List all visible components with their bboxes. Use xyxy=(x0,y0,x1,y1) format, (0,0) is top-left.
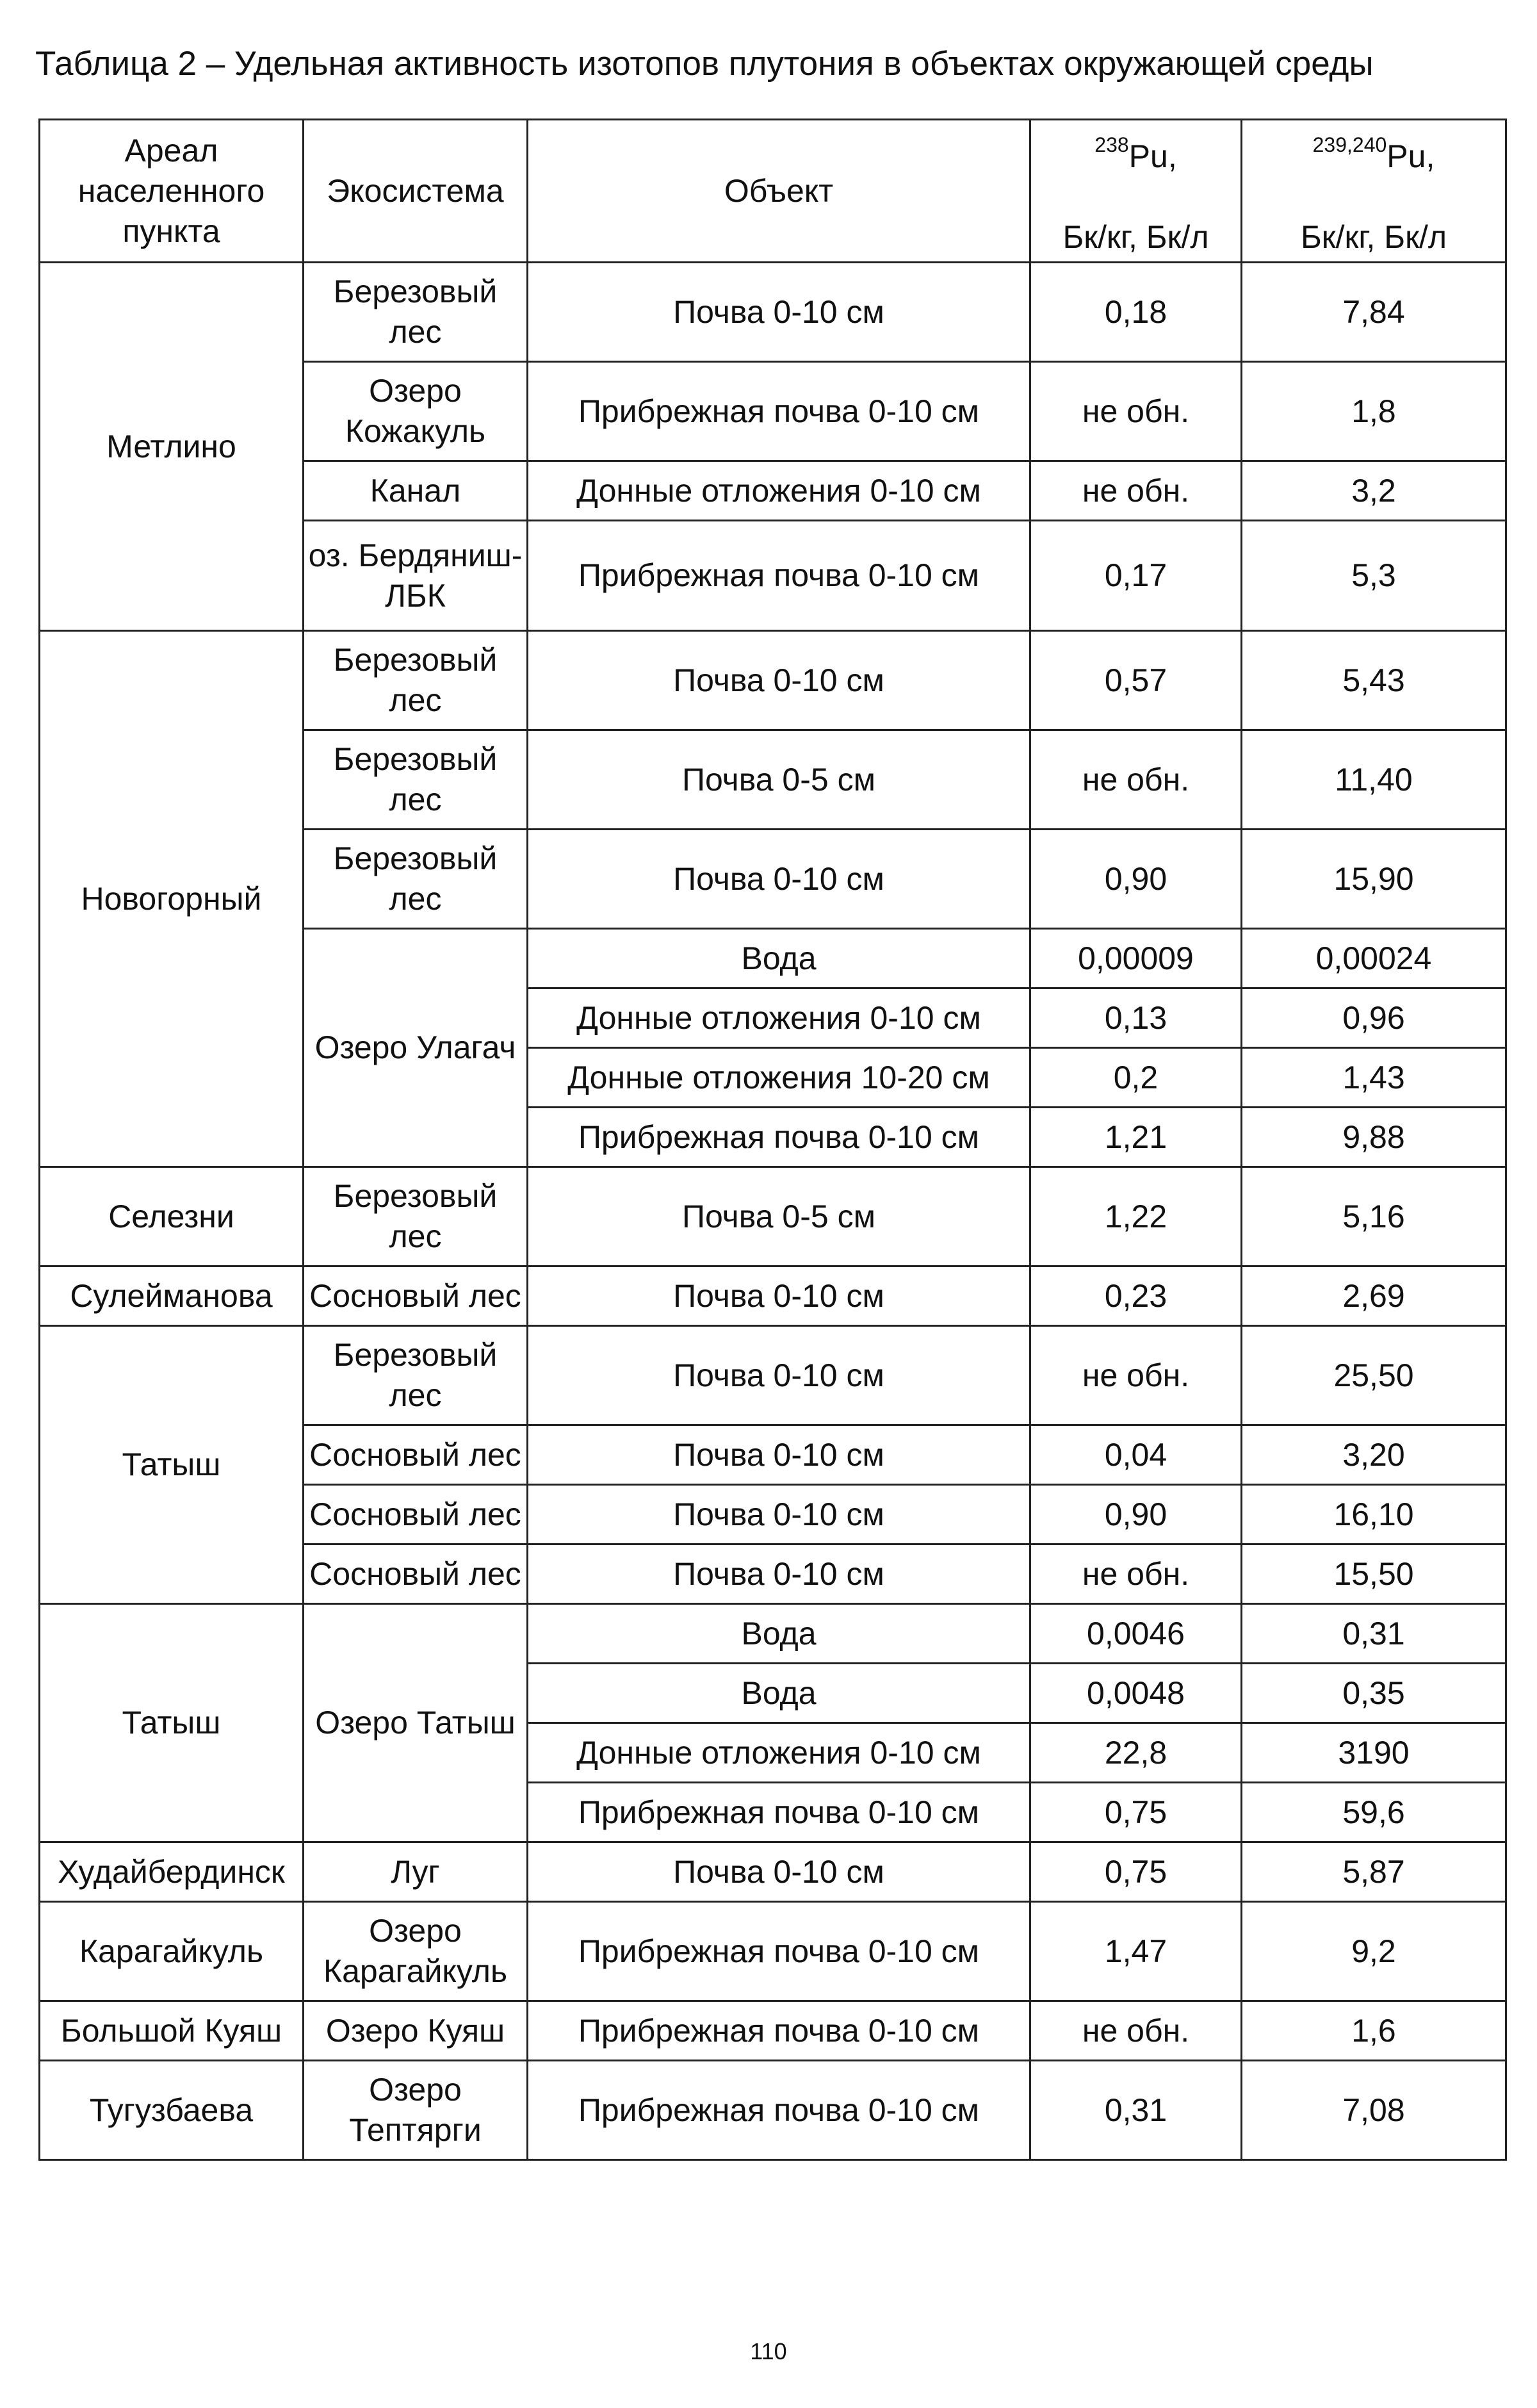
object-cell: Вода xyxy=(528,929,1030,988)
table-row xyxy=(40,1326,1506,1425)
pu238-cell: не обн. xyxy=(1030,2001,1242,2061)
ecosystem-cell: Озеро Кожакуль xyxy=(304,362,528,461)
object-cell: Донные отложения 0-10 см xyxy=(528,988,1030,1048)
pu239-cell: 25,50 xyxy=(1242,1326,1506,1425)
pu239-cell: 1,43 xyxy=(1242,1048,1506,1108)
object-cell: Прибрежная почва 0-10 см xyxy=(528,1108,1030,1167)
object-cell: Донные отложения 10-20 см xyxy=(528,1048,1030,1108)
pu238-cell: 0,04 xyxy=(1030,1425,1242,1485)
area-cell: Карагайкуль xyxy=(40,1902,304,2001)
ecosystem-cell: Березовый лес xyxy=(304,263,528,362)
ecosystem-cell: Канал xyxy=(304,461,528,521)
pu239-cell: 5,43 xyxy=(1242,631,1506,730)
table-row xyxy=(40,1902,1506,2001)
pu238-cell: 22,8 xyxy=(1030,1723,1242,1783)
pu239-cell: 15,90 xyxy=(1242,830,1506,929)
pu239-cell: 5,87 xyxy=(1242,1842,1506,1902)
pu239-cell: 3,20 xyxy=(1242,1425,1506,1485)
table-row xyxy=(40,1604,1506,1664)
object-cell: Вода xyxy=(528,1664,1030,1723)
pu238-cell: 0,90 xyxy=(1030,1485,1242,1544)
pu239-cell: 15,50 xyxy=(1242,1544,1506,1604)
ecosystem-cell: Озеро Карагайкуль xyxy=(304,1902,528,2001)
pu238-unit: Бк/кг, Бк/л xyxy=(1062,218,1209,255)
area-cell: Новогорный xyxy=(40,631,304,1167)
pu238-cell: 1,21 xyxy=(1030,1108,1242,1167)
table-row xyxy=(40,2061,1506,2160)
pu238-cell: 1,47 xyxy=(1030,1902,1242,2001)
pu238-cell: 0,13 xyxy=(1030,988,1242,1048)
ecosystem-cell: Березовый лес xyxy=(304,830,528,929)
area-cell: Селезни xyxy=(40,1167,304,1266)
table-caption: Таблица 2 – Удельная активность изотопов плутония в объектах окружающей среды xyxy=(35,45,1374,83)
ecosystem-cell: Березовый лес xyxy=(304,730,528,830)
object-cell: Почва 0-5 см xyxy=(528,730,1030,830)
pu239-cell: 16,10 xyxy=(1242,1485,1506,1544)
ecosystem-cell: Березовый лес xyxy=(304,1167,528,1266)
table-row xyxy=(40,1842,1506,1902)
object-cell: Почва 0-10 см xyxy=(528,1544,1030,1604)
pu239-cell: 1,6 xyxy=(1242,2001,1506,2061)
header-pu239 xyxy=(1242,120,1506,263)
header-area: Ареал населенного пункта xyxy=(40,120,304,263)
area-cell: Татыш xyxy=(40,1326,304,1604)
pu238-mass-number: 238 xyxy=(1094,133,1129,156)
table-row xyxy=(40,2001,1506,2061)
object-cell: Прибрежная почва 0-10 см xyxy=(528,362,1030,461)
area-cell: Метлино xyxy=(40,263,304,631)
pu238-cell: 0,00009 xyxy=(1030,929,1242,988)
header-pu238 xyxy=(1030,120,1242,263)
pu239-unit: Бк/кг, Бк/л xyxy=(1300,218,1447,255)
pu238-cell: 1,22 xyxy=(1030,1167,1242,1266)
object-cell: Почва 0-5 см xyxy=(528,1167,1030,1266)
ecosystem-cell: Озеро Тептярги xyxy=(304,2061,528,2160)
pu239-cell: 9,88 xyxy=(1242,1108,1506,1167)
pu239-cell: 5,16 xyxy=(1242,1167,1506,1266)
pu238-cell: 0,31 xyxy=(1030,2061,1242,2160)
pu239-cell: 59,6 xyxy=(1242,1783,1506,1842)
object-cell: Прибрежная почва 0-10 см xyxy=(528,2061,1030,2160)
pu239-cell: 11,40 xyxy=(1242,730,1506,830)
pu238-cell: 0,17 xyxy=(1030,521,1242,631)
pu238-cell: 0,90 xyxy=(1030,830,1242,929)
pu239-cell: 3,2 xyxy=(1242,461,1506,521)
pu239-cell: 7,08 xyxy=(1242,2061,1506,2160)
ecosystem-cell: Березовый лес xyxy=(304,1326,528,1425)
table-row xyxy=(40,1167,1506,1266)
area-cell: Татыш xyxy=(40,1604,304,1842)
header-object: Объект xyxy=(528,120,1030,263)
table-row xyxy=(40,631,1506,730)
pu238-cell: не обн. xyxy=(1030,461,1242,521)
object-cell: Почва 0-10 см xyxy=(528,1266,1030,1326)
pu239-cell: 7,84 xyxy=(1242,263,1506,362)
object-cell: Прибрежная почва 0-10 см xyxy=(528,1902,1030,2001)
object-cell: Почва 0-10 см xyxy=(528,263,1030,362)
table-row xyxy=(40,1266,1506,1326)
pu239-cell: 3190 xyxy=(1242,1723,1506,1783)
ecosystem-cell: Березовый лес xyxy=(304,631,528,730)
object-cell: Почва 0-10 см xyxy=(528,830,1030,929)
ecosystem-cell: оз. Бердяниш-ЛБК xyxy=(304,521,528,631)
header-ecosystem: Экосистема xyxy=(304,120,528,263)
pu239-cell: 0,31 xyxy=(1242,1604,1506,1664)
pu238-cell: 0,0048 xyxy=(1030,1664,1242,1723)
area-cell: Сулейманова xyxy=(40,1266,304,1326)
pu238-cell: 0,57 xyxy=(1030,631,1242,730)
ecosystem-cell: Сосновый лес xyxy=(304,1544,528,1604)
object-cell: Донные отложения 0-10 см xyxy=(528,1723,1030,1783)
pu239-cell: 5,3 xyxy=(1242,521,1506,631)
ecosystem-cell: Сосновый лес xyxy=(304,1425,528,1485)
pu238-cell: 0,0046 xyxy=(1030,1604,1242,1664)
pu239-cell: 1,8 xyxy=(1242,362,1506,461)
object-cell: Прибрежная почва 0-10 см xyxy=(528,521,1030,631)
pu238-cell: не обн. xyxy=(1030,1326,1242,1425)
object-cell: Почва 0-10 см xyxy=(528,1425,1030,1485)
plutonium-activity-table xyxy=(38,119,1507,2161)
object-cell: Прибрежная почва 0-10 см xyxy=(528,1783,1030,1842)
pu238-cell: не обн. xyxy=(1030,730,1242,830)
pu239-cell: 0,00024 xyxy=(1242,929,1506,988)
pu238-symbol: Pu, xyxy=(1128,138,1177,174)
area-cell: Большой Куяш xyxy=(40,2001,304,2061)
object-cell: Прибрежная почва 0-10 см xyxy=(528,2001,1030,2061)
object-cell: Почва 0-10 см xyxy=(528,1842,1030,1902)
table-row xyxy=(40,263,1506,362)
object-cell: Донные отложения 0-10 см xyxy=(528,461,1030,521)
pu238-cell: не обн. xyxy=(1030,1544,1242,1604)
object-cell: Вода xyxy=(528,1604,1030,1664)
pu238-cell: 0,75 xyxy=(1030,1842,1242,1902)
pu239-symbol: Pu, xyxy=(1387,138,1435,174)
pu239-cell: 0,35 xyxy=(1242,1664,1506,1723)
area-cell: Тугузбаева xyxy=(40,2061,304,2160)
page-number: 110 xyxy=(750,2338,787,2364)
pu238-cell: 0,2 xyxy=(1030,1048,1242,1108)
header-row xyxy=(40,120,1506,263)
ecosystem-cell: Озеро Татыш xyxy=(304,1604,528,1842)
pu239-mass-number: 239,240 xyxy=(1312,133,1387,156)
pu238-cell: не обн. xyxy=(1030,362,1242,461)
pu239-cell: 0,96 xyxy=(1242,988,1506,1048)
object-cell: Почва 0-10 см xyxy=(528,1326,1030,1425)
object-cell: Почва 0-10 см xyxy=(528,631,1030,730)
ecosystem-cell: Сосновый лес xyxy=(304,1485,528,1544)
pu239-cell: 9,2 xyxy=(1242,1902,1506,2001)
ecosystem-cell: Луг xyxy=(304,1842,528,1902)
ecosystem-cell: Сосновый лес xyxy=(304,1266,528,1326)
ecosystem-cell: Озеро Улагач xyxy=(304,929,528,1167)
pu238-cell: 0,23 xyxy=(1030,1266,1242,1326)
ecosystem-cell: Озеро Куяш xyxy=(304,2001,528,2061)
pu238-cell: 0,18 xyxy=(1030,263,1242,362)
pu239-cell: 2,69 xyxy=(1242,1266,1506,1326)
area-cell: Худайбердинск xyxy=(40,1842,304,1902)
pu238-cell: 0,75 xyxy=(1030,1783,1242,1842)
object-cell: Почва 0-10 см xyxy=(528,1485,1030,1544)
